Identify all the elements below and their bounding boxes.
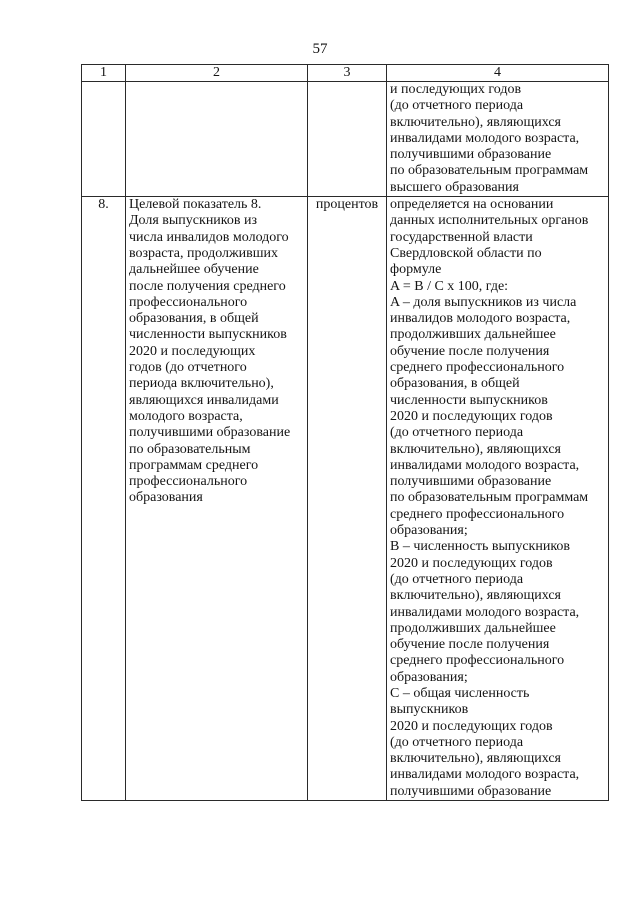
text-line: после получения среднего <box>129 278 286 294</box>
text-line: государственной власти <box>390 229 533 245</box>
text-line: являющихся инвалидами <box>129 392 279 408</box>
text-line: Целевой показатель 8. <box>129 197 262 213</box>
text-line: профессионального <box>129 474 248 490</box>
text-line: среднего профессионального <box>390 653 565 669</box>
text-line: продолживших дальнейшее <box>390 327 556 343</box>
text-line: численности выпускников <box>129 327 287 343</box>
header-col-2: 2 <box>126 65 308 82</box>
cell-continued-units <box>308 82 387 197</box>
cell-continued-number <box>82 82 126 197</box>
text-line: по образовательным программам <box>390 490 589 506</box>
text-line: данных исполнительных органов <box>390 213 589 229</box>
text-line: по образовательным программам <box>390 163 589 179</box>
text-line: 2020 и последующих годов <box>390 408 553 424</box>
text-line: образования; <box>390 669 468 685</box>
text-line: программам среднего <box>129 457 259 473</box>
text-line: продолживших дальнейшее <box>390 620 556 636</box>
text-line: инвалидами молодого возраста, <box>390 767 580 783</box>
cell-calculation-method <box>387 197 609 801</box>
text-line: включительно), являющихся <box>390 114 561 130</box>
text-line: (до отчетного периода <box>390 571 524 587</box>
cell-indicator-name <box>126 197 308 801</box>
text-line: инвалидами молодого возраста, <box>390 130 580 146</box>
header-col-4: 4 <box>387 65 609 82</box>
header-row <box>82 65 609 82</box>
text-line: инвалидами молодого возраста, <box>390 457 580 473</box>
text-line: периода включительно), <box>129 376 274 392</box>
text-line: включительно), являющихся <box>390 441 561 457</box>
text-line: дальнейшее обучение <box>129 262 259 278</box>
text-line: Доля выпускников из <box>129 213 258 229</box>
text-line: определяется на основании <box>390 197 554 213</box>
text-line: 2020 и последующих годов <box>390 555 553 571</box>
header-col-3: 3 <box>308 65 387 82</box>
text-line: возраста, продолживших <box>129 245 279 261</box>
page-number: 57 <box>312 41 328 57</box>
table-row-indicator-8 <box>82 197 609 801</box>
header-col-1: 1 <box>82 65 126 82</box>
text-line: и последующих годов <box>390 82 522 97</box>
cell-continued-name <box>126 82 308 197</box>
text-line: получившими образование <box>390 147 552 163</box>
text-line: инвалидов молодого возраста, <box>390 311 571 327</box>
text-line: образования; <box>390 523 468 539</box>
text-line: численности выпускников <box>390 392 548 408</box>
text-line: B – численность выпускников <box>390 539 571 555</box>
text-line: обучение после получения <box>390 343 550 359</box>
text-line: высшего образования <box>390 179 519 195</box>
text-line: получившими образование <box>390 783 552 799</box>
text-line: включительно), являющихся <box>390 751 561 767</box>
text-line: (до отчетного периода <box>390 734 524 750</box>
table-row-continued <box>82 82 609 197</box>
text-line: по образовательным <box>129 441 251 457</box>
text-line: Свердловской области по <box>390 245 542 261</box>
text-line: среднего профессионального <box>390 360 565 376</box>
text-line: инвалидами молодого возраста, <box>390 604 580 620</box>
text-line: C – общая численность <box>390 685 530 701</box>
text-line: A = B / C x 100, где: <box>390 278 509 294</box>
text-line: 2020 и последующих <box>129 343 256 359</box>
text-line: получившими образование <box>129 425 291 441</box>
text-line: A – доля выпускников из числа <box>390 294 577 310</box>
text-line: образования, в общей <box>129 311 259 327</box>
text-line: включительно), являющихся <box>390 588 561 604</box>
indicator-table <box>81 64 609 801</box>
text-line: молодого возраста, <box>129 408 243 424</box>
text-line: выпускников <box>390 702 469 718</box>
cell-continued-method <box>387 82 609 197</box>
text-line: (до отчетного периода <box>390 425 524 441</box>
cell-units: процентов <box>308 197 387 801</box>
text-line: годов (до отчетного <box>129 360 247 376</box>
text-line: 2020 и последующих годов <box>390 718 553 734</box>
text-line: обучение после получения <box>390 637 550 653</box>
text-line: числа инвалидов молодого <box>129 229 289 245</box>
text-line: образования, в общей <box>390 376 520 392</box>
text-line: получившими образование <box>390 474 552 490</box>
text-line: профессионального <box>129 294 248 310</box>
cell-row-number: 8. <box>82 197 126 801</box>
text-line: формуле <box>390 262 442 278</box>
text-line: среднего профессионального <box>390 506 565 522</box>
text-line: (до отчетного периода <box>390 98 524 114</box>
text-line: образования <box>129 490 203 506</box>
